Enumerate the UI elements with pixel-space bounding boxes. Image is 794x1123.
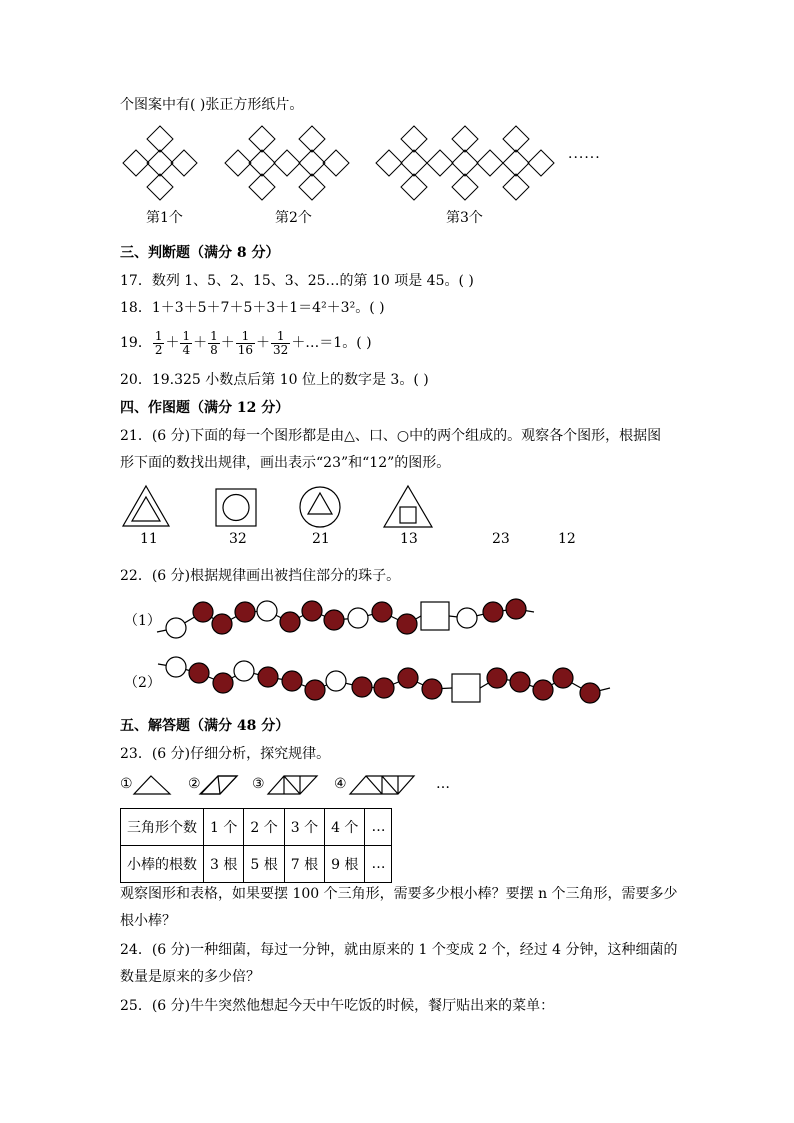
top-line: 个图案中有( )张正方形纸片。 [120, 97, 304, 113]
question-23-title: 23．(6 分)仔细分析，探究规律。 [120, 746, 331, 762]
label-12: 12 [558, 531, 576, 547]
table-cell: 小棒的根数 [121, 846, 204, 883]
label-13: 13 [400, 531, 418, 547]
question-21-line1: 21．(6 分)下面的每一个图形都是由△、口、○中的两个组成的。观察各个图形，根据图 [120, 428, 662, 444]
table-cell: … [365, 846, 392, 883]
table-row [121, 846, 392, 883]
question-22-title: 22．(6 分)根据规律画出被挡住部分的珠子。 [120, 568, 401, 584]
table-cell: 3 个 [284, 809, 324, 846]
table-cell: 7 根 [284, 846, 324, 883]
table-cell: 1 个 [204, 809, 244, 846]
q19-prefix: 19． [120, 335, 152, 351]
label-32: 32 [229, 531, 247, 547]
figure-ellipsis: … [436, 776, 450, 792]
table-cell: 三角形个数 [121, 809, 204, 846]
fraction-3: $\frac{1}{8}$ [210, 328, 218, 357]
pattern-ellipsis: ······ [568, 150, 601, 166]
table-cell: 3 根 [204, 846, 244, 883]
question-20: 20．19.325 小数点后第 10 位上的数字是 3。( ) [120, 372, 429, 388]
fraction-4: $\frac{1}{16}$ [237, 328, 254, 357]
question-25: 25．(6 分)牛牛突然他想起今天中午吃饭的时候，餐厅贴出来的菜单： [120, 998, 555, 1014]
bead-row-1-label: （1） [124, 613, 161, 629]
question-23-text2: 根小棒？ [120, 913, 176, 929]
question-24-line2: 数量是原来的多少倍？ [120, 969, 260, 985]
pattern-caption-3: 第3个 [446, 210, 483, 226]
question-19: 19． $\frac{1}{2}$ ＋ $\frac{1}{4}$ ＋ $\frac{1}{8}$ ＋ $\frac{1}{16}$ ＋ $\frac{1}{32}$ ＋…＝1。( ) [120, 328, 372, 357]
section-5-title: 五、解答题（满分 48 分） [120, 718, 290, 734]
section-4-title: 四、作图题（满分 12 分） [120, 400, 290, 416]
label-11: 11 [140, 531, 158, 547]
table-cell: 9 根 [325, 846, 365, 883]
table-row [121, 809, 392, 846]
question-17: 17．数列 1、5、2、15、3、25…的第 10 项是 45。( ) [120, 273, 474, 289]
bead-row-2-label: （2） [124, 675, 161, 691]
figure-label-3: ③ [252, 776, 265, 792]
section-3-title: 三、判断题（满分 8 分） [120, 245, 280, 261]
fraction-1: $\frac{1}{2}$ [154, 328, 163, 357]
table-cell: 2 个 [244, 809, 284, 846]
table-cell: 4 个 [325, 809, 365, 846]
question-23-text1: 观察图形和表格，如果要摆 100 个三角形，需要多少根小棒？要摆 n 个三角形，需要多少 [120, 886, 678, 902]
question-24-line1: 24．(6 分)一种细菌，每过一分钟，就由原来的 1 个变成 2 个，经过 4 分钟，这种细菌的 [120, 942, 678, 958]
triangle-stick-table [120, 808, 392, 883]
q19-suffix: ＋…＝1。( ) [291, 335, 372, 351]
fraction-2: $\frac{1}{4}$ [182, 328, 191, 357]
pattern-caption-1: 第1个 [146, 210, 183, 226]
table-cell: 5 根 [244, 846, 284, 883]
label-21: 21 [312, 531, 330, 547]
question-18: 18．1＋3＋5＋7＋5＋3＋1＝4²＋3²。( ) [120, 300, 385, 316]
label-23: 23 [492, 531, 510, 547]
question-21-line2: 形下面的数找出规律，画出表示“23”和“12”的图形。 [120, 455, 451, 471]
figure-label-2: ② [188, 776, 201, 792]
figure-label-4: ④ [334, 776, 347, 792]
fraction-5: $\frac{1}{32}$ [273, 328, 289, 357]
figure-label-1: ① [120, 776, 133, 792]
table-cell: … [365, 809, 392, 846]
pattern-caption-2: 第2个 [275, 210, 312, 226]
